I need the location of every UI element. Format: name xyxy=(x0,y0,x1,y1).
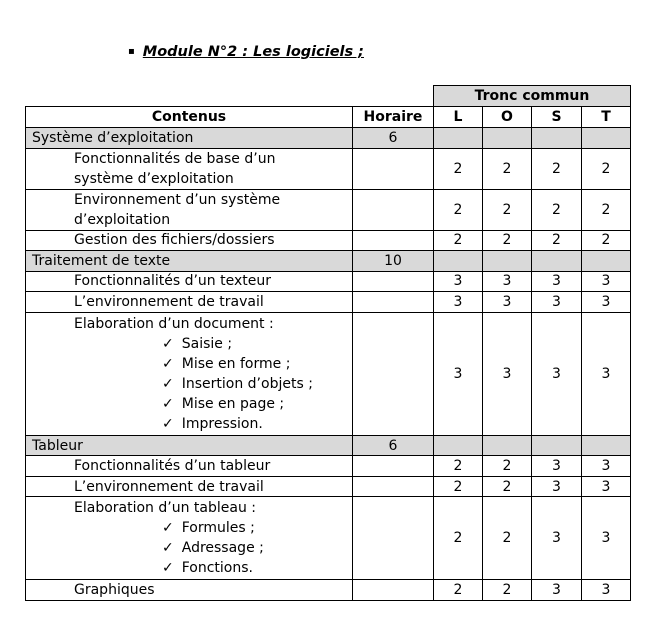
checklist-item: ✓ Insertion d’objets ; xyxy=(74,374,313,394)
value-o: 3 xyxy=(482,312,532,436)
section-name: Système d’exploitation xyxy=(25,127,353,149)
value-t: 3 xyxy=(581,271,631,293)
content-line: Elaboration d’un tableau : xyxy=(74,500,256,517)
section-empty-cell xyxy=(482,127,532,149)
hours-empty-cell xyxy=(352,148,434,190)
checklist-item: ✓ Fonctions. xyxy=(74,558,253,578)
section-empty-cell xyxy=(433,250,483,272)
section-name: Tableur xyxy=(25,435,353,457)
checklist-item: ✓ Mise en forme ; xyxy=(74,354,290,374)
value-s: 3 xyxy=(531,455,582,477)
section-name: Traitement de texte xyxy=(25,250,353,272)
checklist-item: ✓ Formules ; xyxy=(74,518,255,538)
value-l: 2 xyxy=(433,496,483,580)
value-t: 2 xyxy=(581,230,631,252)
hours-empty-cell xyxy=(352,579,434,601)
value-s: 3 xyxy=(531,291,582,313)
section-hours: 6 xyxy=(352,127,434,149)
value-l: 2 xyxy=(433,455,483,477)
content-item xyxy=(25,189,353,231)
value-l: 2 xyxy=(433,230,483,252)
hours-empty-cell xyxy=(352,496,434,580)
value-t: 2 xyxy=(581,148,631,190)
content-line: Fonctionnalités de base d’un xyxy=(74,150,276,167)
section-empty-cell xyxy=(581,250,631,272)
section-hours: 6 xyxy=(352,435,434,457)
checklist-item: ✓ Impression. xyxy=(74,414,263,434)
checklist-item: ✓ Adressage ; xyxy=(74,538,264,558)
hours-empty-cell xyxy=(352,271,434,293)
value-o: 2 xyxy=(482,496,532,580)
hours-empty-cell xyxy=(352,455,434,477)
value-t: 3 xyxy=(581,291,631,313)
section-empty-cell xyxy=(482,250,532,272)
section-empty-cell xyxy=(581,435,631,457)
value-o: 3 xyxy=(482,291,532,313)
hours-empty-cell xyxy=(352,476,434,498)
value-s: 3 xyxy=(531,579,582,601)
section-empty-cell xyxy=(531,435,582,457)
value-l: 3 xyxy=(433,291,483,313)
value-o: 2 xyxy=(482,189,532,231)
value-o: 2 xyxy=(482,148,532,190)
checklist-item: ✓ Saisie ; xyxy=(74,334,232,354)
hours-empty-cell xyxy=(352,230,434,252)
value-s: 3 xyxy=(531,312,582,436)
section-empty-cell xyxy=(581,127,631,149)
column-header-l: L xyxy=(433,106,483,128)
value-l: 2 xyxy=(433,148,483,190)
value-l: 2 xyxy=(433,476,483,498)
section-hours: 10 xyxy=(352,250,434,272)
section-empty-cell xyxy=(433,127,483,149)
content-line: d’exploitation xyxy=(74,211,171,228)
content-item xyxy=(25,148,353,190)
hours-empty-cell xyxy=(352,291,434,313)
module-title-text: Module N°2 : Les logiciels ; xyxy=(142,44,364,60)
content-item xyxy=(25,312,353,436)
content-item: Fonctionnalités d’un texteur xyxy=(25,271,353,293)
content-line: système d’exploitation xyxy=(74,170,234,187)
section-empty-cell xyxy=(531,127,582,149)
section-empty-cell xyxy=(531,250,582,272)
content-line: Elaboration d’un document : xyxy=(74,315,274,332)
content-item: Graphiques xyxy=(25,579,353,601)
section-empty-cell xyxy=(482,435,532,457)
value-t: 2 xyxy=(581,189,631,231)
value-s: 2 xyxy=(531,189,582,231)
column-header-t: T xyxy=(581,106,631,128)
value-s: 2 xyxy=(531,148,582,190)
section-empty-cell xyxy=(433,435,483,457)
value-t: 3 xyxy=(581,496,631,580)
value-o: 2 xyxy=(482,455,532,477)
value-t: 3 xyxy=(581,312,631,436)
content-item: L’environnement de travail xyxy=(25,291,353,313)
value-o: 3 xyxy=(482,271,532,293)
hours-empty-cell xyxy=(352,189,434,231)
value-s: 3 xyxy=(531,476,582,498)
contenus-header: Contenus xyxy=(25,106,353,128)
content-line: Environnement d’un système xyxy=(74,191,281,208)
module-title xyxy=(128,44,364,60)
value-l: 3 xyxy=(433,271,483,293)
value-s: 2 xyxy=(531,230,582,252)
horaire-header: Horaire xyxy=(352,106,434,128)
value-t: 3 xyxy=(581,476,631,498)
content-item xyxy=(25,496,353,580)
value-t: 3 xyxy=(581,455,631,477)
value-o: 2 xyxy=(482,230,532,252)
value-l: 2 xyxy=(433,189,483,231)
value-o: 2 xyxy=(482,579,532,601)
content-item: Fonctionnalités d’un tableur xyxy=(25,455,353,477)
hours-empty-cell xyxy=(352,312,434,436)
tronc-commun-header: Tronc commun xyxy=(433,85,631,107)
value-l: 3 xyxy=(433,312,483,436)
column-header-o: O xyxy=(482,106,532,128)
bullet-icon: ▪ xyxy=(128,46,135,57)
content-item: L’environnement de travail xyxy=(25,476,353,498)
value-s: 3 xyxy=(531,271,582,293)
column-header-s: S xyxy=(531,106,582,128)
checklist-item: ✓ Mise en page ; xyxy=(74,394,284,414)
value-s: 3 xyxy=(531,496,582,580)
content-item: Gestion des fichiers/dossiers xyxy=(25,230,353,252)
value-t: 3 xyxy=(581,579,631,601)
value-l: 2 xyxy=(433,579,483,601)
value-o: 2 xyxy=(482,476,532,498)
